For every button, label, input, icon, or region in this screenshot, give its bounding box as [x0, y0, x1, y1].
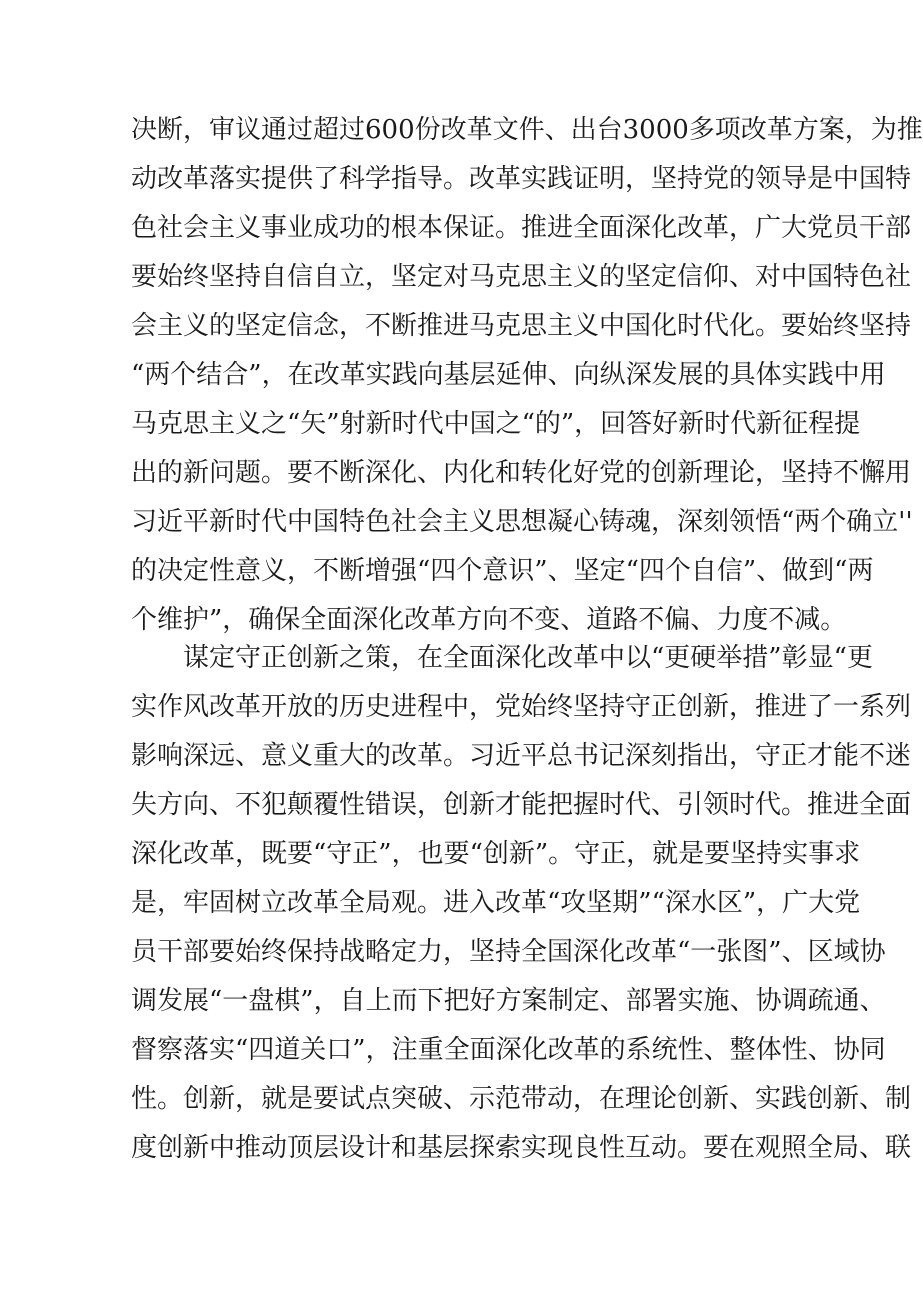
- paragraph-line: 影响深远、意义重大的改革。习近平总书记深刻指出，守正才能不迷: [131, 741, 912, 771]
- paragraph-line: 的决定性意义，不断增强“四个意识”、坚定“四个自信”、做到“两: [131, 556, 874, 586]
- paragraph-line: 性。创新，就是要试点突破、示范带动，在理论创新、实践创新、制: [131, 1084, 912, 1114]
- paragraph-line: 会主义的坚定信念，不断推进马克思主义中国化时代化。要始终坚持: [131, 311, 912, 341]
- paragraph-line: 督察落实“四道关口”，注重全面深化改革的系统性、整体性、协同: [131, 1035, 886, 1065]
- paragraph-line: 马克思主义之“矢”射新时代中国之“的”，回答好新时代新征程提: [131, 409, 861, 439]
- paragraph-2: [131, 634, 912, 1173]
- paragraph-line: 调发展“一盘棋”，自上而下把好方案制定、部署实施、协调疏通、: [131, 986, 886, 1016]
- paragraph-line: 员干部要始终保持战略定力，坚持全国深化改革“一张图”、区域协: [131, 937, 886, 967]
- paragraph-line: 度创新中推动顶层设计和基层探索实现良性互动。要在观照全局、联: [131, 1133, 912, 1163]
- paragraph-line: 要始终坚持自信自立，坚定对马克思主义的坚定信仰、对中国特色社: [131, 262, 912, 292]
- paragraph-line: 深化改革，既要“守正”，也要“创新”。守正，就是要坚持实事求: [131, 839, 861, 869]
- paragraph-line: 习近平新时代中国特色社会主义思想凝心铸魂，深刻领悟“两个确立'': [131, 507, 913, 537]
- paragraph-1: [131, 106, 923, 645]
- paragraph-line: 决断，审议通过超过600份改革文件、出台3000多项改革方案，为推: [131, 115, 923, 145]
- paragraph-line: 谋定守正创新之策，在全面深化改革中以“更硬举措”彰显“更: [183, 643, 873, 673]
- paragraph-line: “两个结合”，在改革实践向基层延伸、向纵深发展的具体实践中用: [131, 360, 886, 390]
- paragraph-line: 是，牢固树立改革全局观。进入改革“攻坚期”“深水区”，广大党: [131, 888, 861, 918]
- paragraph-line: 出的新问题。要不断深化、内化和转化好党的创新理论，坚持不懈用: [131, 458, 912, 488]
- paragraph-line: 动改革落实提供了科学指导。改革实践证明，坚持党的领导是中国特: [131, 164, 912, 194]
- paragraph-line: 个维护”，确保全面深化改革方向不变、道路不偏、力度不减。: [131, 605, 847, 635]
- paragraph-line: 实作风改革开放的历史进程中，党始终坚持守正创新，推进了一系列: [131, 692, 912, 722]
- paragraph-line: 失方向、不犯颠覆性错误，创新才能把握时代、引领时代。推进全面: [131, 790, 912, 820]
- paragraph-line: 色社会主义事业成功的根本保证。推进全面深化改革，广大党员干部: [131, 213, 912, 243]
